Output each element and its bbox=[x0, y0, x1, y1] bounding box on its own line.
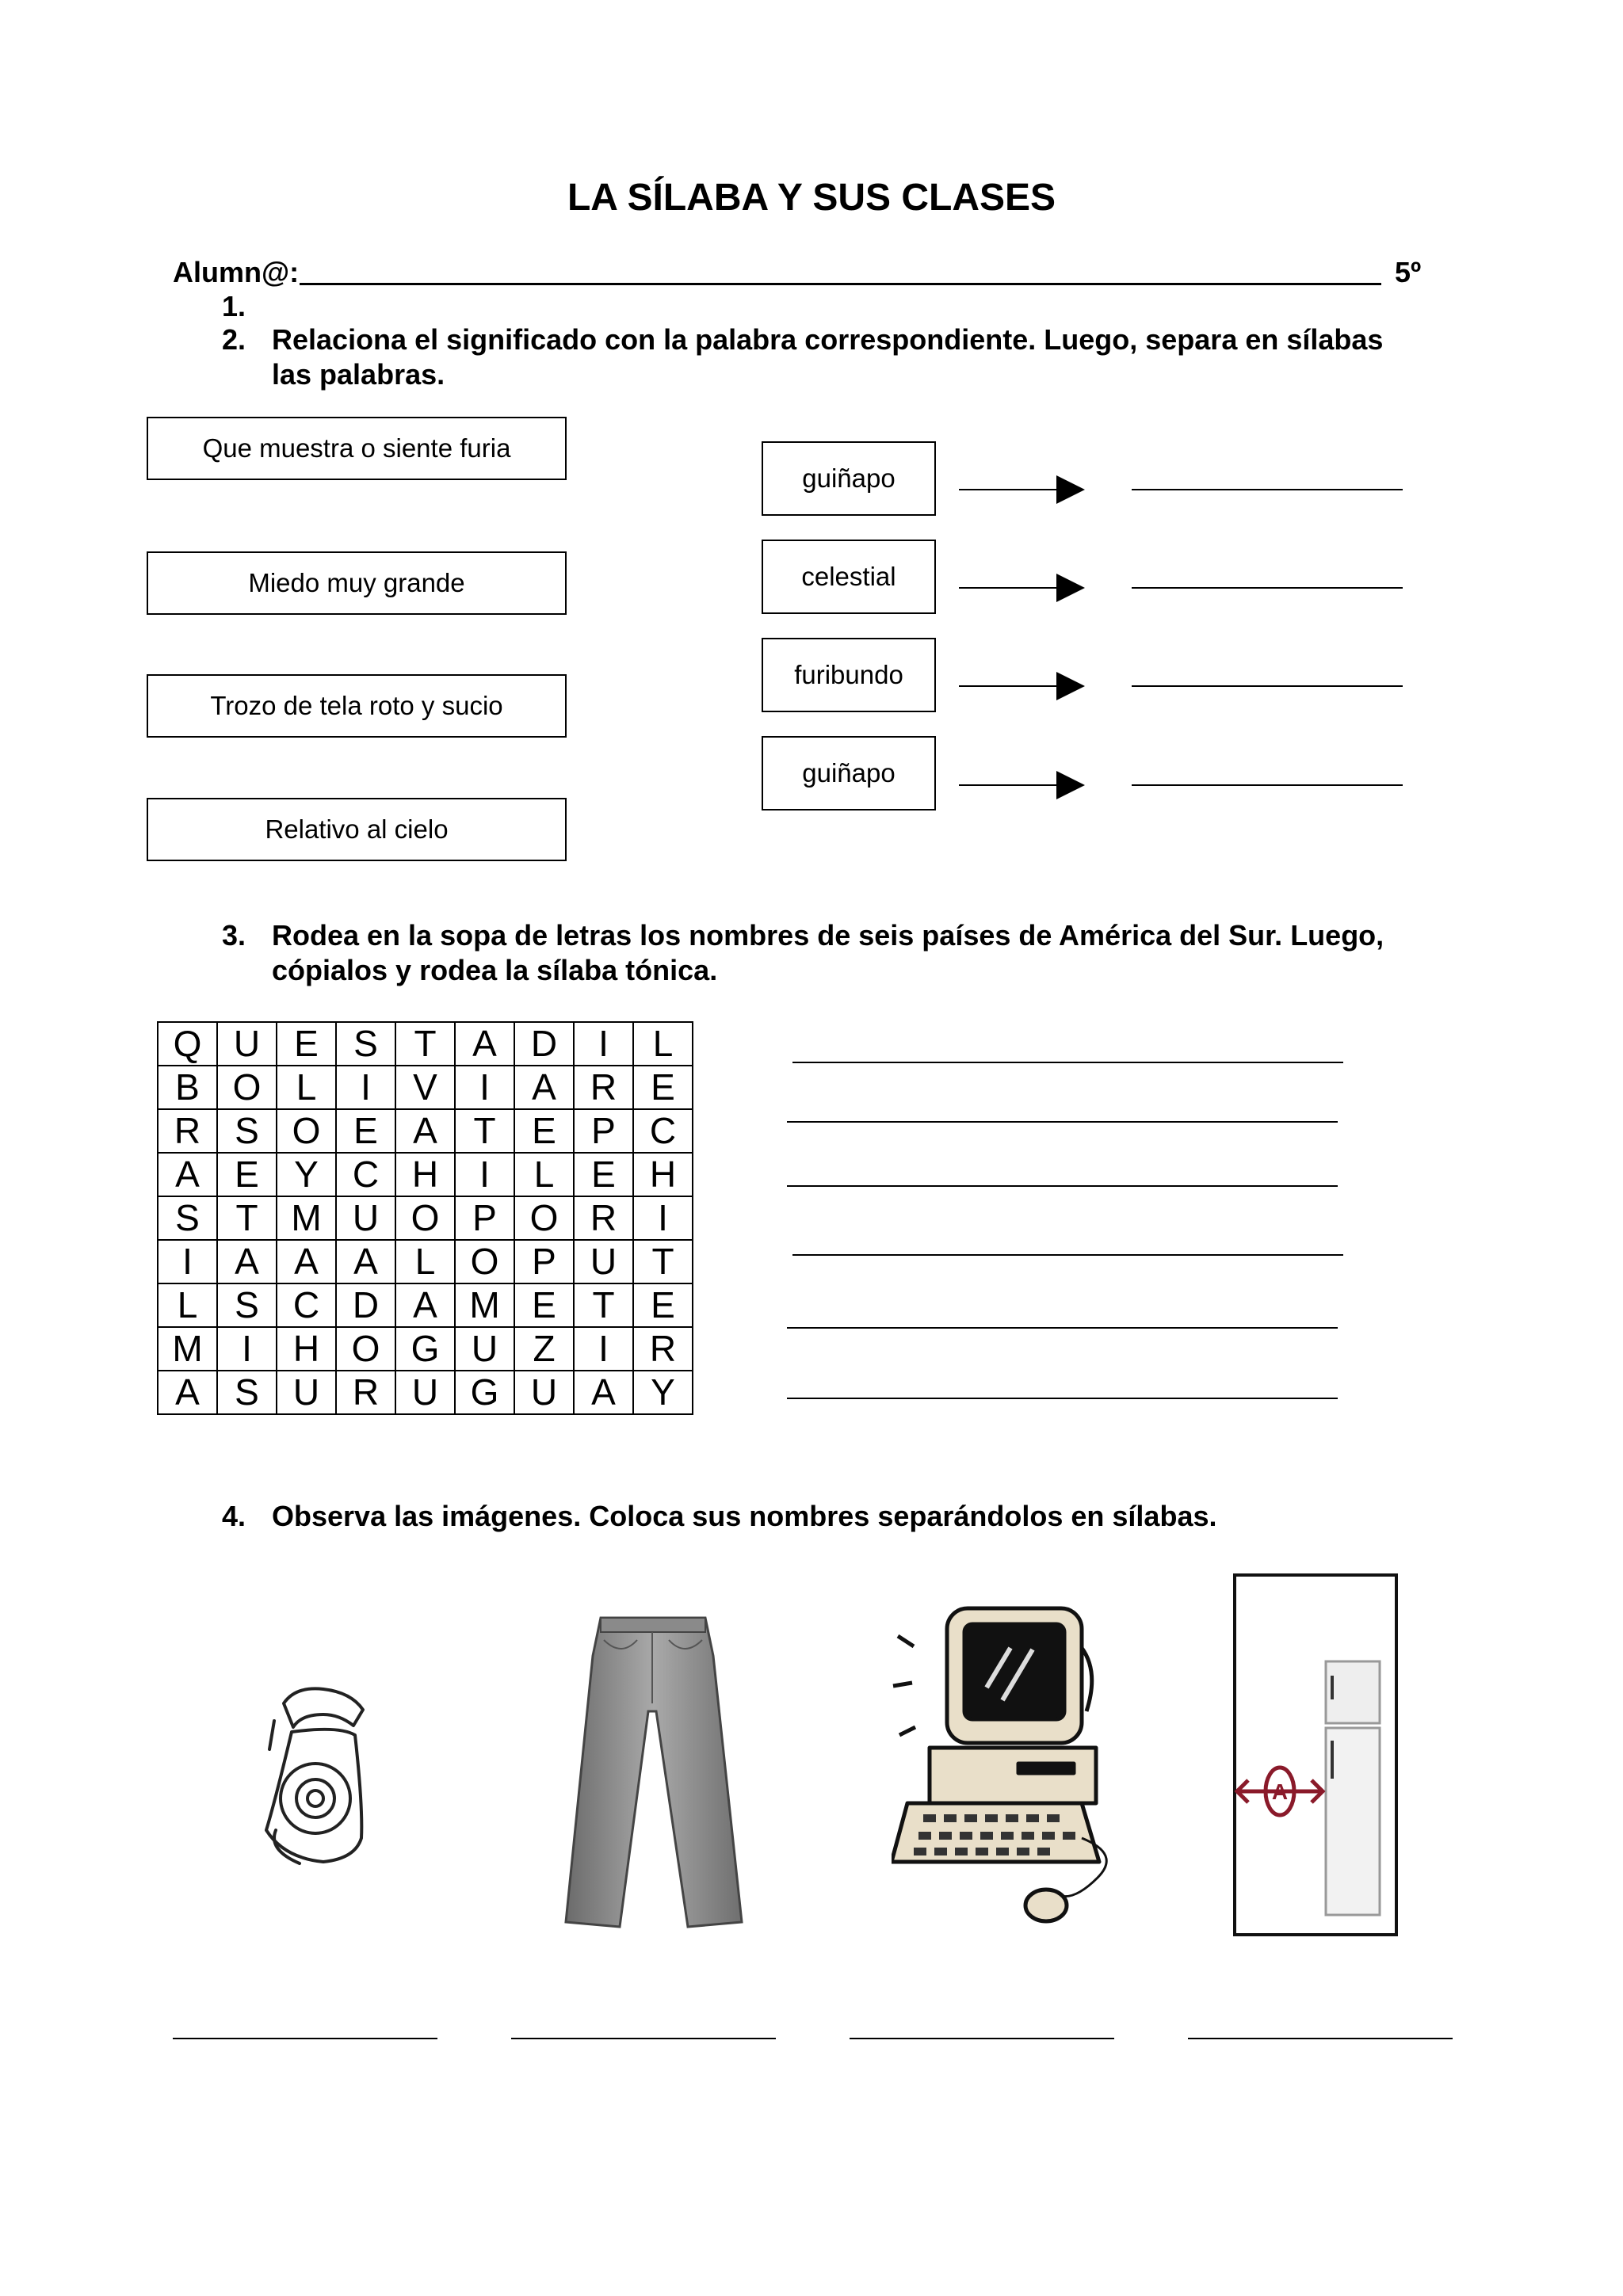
grid-row bbox=[158, 1240, 693, 1283]
grid-row bbox=[158, 1153, 693, 1196]
grid-row bbox=[158, 1022, 693, 1066]
grid-cell[interactable]: L bbox=[633, 1022, 693, 1066]
definition-box: Trozo de tela roto y sucio bbox=[147, 674, 567, 738]
definition-box: Relativo al cielo bbox=[147, 798, 567, 861]
q2-instruction-line1: Relaciona el significado con la palabra correspondiente. Luego, separa en sílabas bbox=[272, 323, 1384, 356]
grid-cell[interactable]: U bbox=[455, 1327, 514, 1371]
grid-cell[interactable]: T bbox=[633, 1240, 693, 1283]
word-box: guiñapo bbox=[762, 441, 936, 516]
grid-cell[interactable]: L bbox=[158, 1283, 217, 1327]
grid-cell[interactable]: I bbox=[455, 1066, 514, 1109]
grid-cell[interactable]: C bbox=[336, 1153, 395, 1196]
country-answer-line[interactable] bbox=[787, 1121, 1338, 1123]
grid-cell[interactable]: R bbox=[336, 1371, 395, 1414]
grid-cell[interactable]: A bbox=[158, 1371, 217, 1414]
grid-cell[interactable]: T bbox=[217, 1196, 277, 1240]
q3-instruction-line2: cópialos y rodea la sílaba tónica. bbox=[272, 954, 718, 986]
grid-cell[interactable]: A bbox=[217, 1240, 277, 1283]
arrow-shaft bbox=[959, 587, 1058, 589]
grid-cell[interactable]: I bbox=[217, 1327, 277, 1371]
grid-cell[interactable]: R bbox=[633, 1327, 693, 1371]
grid-cell[interactable]: O bbox=[217, 1066, 277, 1109]
grid-cell[interactable]: A bbox=[277, 1240, 336, 1283]
syllable-answer-line[interactable] bbox=[1132, 784, 1403, 786]
grid-cell[interactable]: M bbox=[455, 1283, 514, 1327]
country-answer-line[interactable] bbox=[787, 1398, 1338, 1399]
arrow-shaft bbox=[959, 685, 1058, 687]
syllable-answer-line[interactable] bbox=[1132, 587, 1403, 589]
svg-text:A: A bbox=[1271, 1779, 1289, 1804]
grid-cell[interactable]: M bbox=[158, 1327, 217, 1371]
computer-icon bbox=[892, 1600, 1121, 1941]
jeans-icon bbox=[555, 1608, 753, 1933]
grid-cell[interactable]: E bbox=[633, 1283, 693, 1327]
grid-cell[interactable]: L bbox=[514, 1153, 574, 1196]
image-answer-line[interactable] bbox=[850, 2038, 1114, 2039]
grid-cell[interactable]: A bbox=[395, 1109, 455, 1153]
grid-cell[interactable]: B bbox=[158, 1066, 217, 1109]
grid-cell[interactable]: S bbox=[217, 1371, 277, 1414]
syllable-answer-line[interactable] bbox=[1132, 685, 1403, 687]
grid-cell[interactable]: I bbox=[455, 1153, 514, 1196]
grid-cell[interactable]: P bbox=[514, 1240, 574, 1283]
refrigerator-icon bbox=[1232, 1573, 1399, 1937]
grid-cell[interactable]: U bbox=[514, 1371, 574, 1414]
grid-cell[interactable]: G bbox=[395, 1327, 455, 1371]
grid-row bbox=[158, 1066, 693, 1109]
grid-cell[interactable]: G bbox=[455, 1371, 514, 1414]
q2-instruction-line2: las palabras. bbox=[272, 358, 445, 391]
image-answer-line[interactable] bbox=[511, 2038, 776, 2039]
grid-row bbox=[158, 1327, 693, 1371]
grid-cell[interactable]: H bbox=[633, 1153, 693, 1196]
word-box: guiñapo bbox=[762, 736, 936, 810]
grid-cell[interactable]: A bbox=[514, 1066, 574, 1109]
grid-cell[interactable]: O bbox=[455, 1240, 514, 1283]
arrow-right-icon bbox=[1056, 672, 1085, 700]
grid-cell[interactable]: A bbox=[158, 1153, 217, 1196]
grid-row bbox=[158, 1283, 693, 1327]
grid-cell[interactable]: T bbox=[455, 1109, 514, 1153]
word-search-grid bbox=[157, 1021, 693, 1415]
telephone-icon bbox=[252, 1680, 379, 1870]
grid-cell[interactable]: H bbox=[277, 1327, 336, 1371]
page-title: LA SÍLABA Y SUS CLASES bbox=[567, 177, 1056, 219]
grid-cell[interactable]: S bbox=[158, 1196, 217, 1240]
grid-cell[interactable]: O bbox=[277, 1109, 336, 1153]
grid-cell[interactable]: O bbox=[336, 1327, 395, 1371]
country-answer-line[interactable] bbox=[787, 1185, 1338, 1187]
grid-cell[interactable]: T bbox=[395, 1022, 455, 1066]
grid-cell[interactable]: U bbox=[574, 1240, 633, 1283]
grid-cell[interactable]: Z bbox=[514, 1327, 574, 1371]
grid-cell[interactable]: U bbox=[217, 1022, 277, 1066]
grid-cell[interactable]: H bbox=[395, 1153, 455, 1196]
country-answer-line[interactable] bbox=[792, 1254, 1343, 1256]
arrow-shaft bbox=[959, 489, 1058, 490]
grid-cell[interactable]: O bbox=[395, 1196, 455, 1240]
arrow-right-icon bbox=[1056, 574, 1085, 602]
syllable-answer-line[interactable] bbox=[1132, 489, 1403, 490]
q3-number: 3. bbox=[222, 919, 246, 952]
grid-cell[interactable]: A bbox=[336, 1240, 395, 1283]
grid-cell[interactable]: U bbox=[336, 1196, 395, 1240]
grid-cell[interactable]: I bbox=[158, 1240, 217, 1283]
country-answer-line[interactable] bbox=[792, 1062, 1343, 1063]
arrow-right-icon bbox=[1056, 475, 1085, 504]
q3-instruction-line1: Rodea en la sopa de letras los nombres de seis países de América del Sur. Luego, bbox=[272, 919, 1384, 952]
grid-cell[interactable]: L bbox=[277, 1066, 336, 1109]
definition-box: Que muestra o siente furia bbox=[147, 417, 567, 480]
grid-cell[interactable]: E bbox=[514, 1109, 574, 1153]
grid-cell[interactable]: C bbox=[633, 1109, 693, 1153]
grid-cell[interactable]: A bbox=[395, 1283, 455, 1327]
student-label: Alumn@: bbox=[173, 256, 300, 288]
grid-cell[interactable]: E bbox=[217, 1153, 277, 1196]
q4-number: 4. bbox=[222, 1500, 246, 1532]
grid-cell[interactable]: S bbox=[217, 1283, 277, 1327]
grid-cell[interactable]: R bbox=[574, 1196, 633, 1240]
grid-cell[interactable]: E bbox=[514, 1283, 574, 1327]
grid-cell[interactable]: R bbox=[158, 1109, 217, 1153]
image-answer-line[interactable] bbox=[173, 2038, 437, 2039]
grid-row bbox=[158, 1109, 693, 1153]
grid-cell[interactable]: R bbox=[574, 1066, 633, 1109]
grade-label: 5º bbox=[1395, 256, 1422, 288]
grid-cell[interactable]: S bbox=[217, 1109, 277, 1153]
q2-number: 2. bbox=[222, 323, 246, 356]
country-answer-line[interactable] bbox=[787, 1327, 1338, 1329]
grid-cell[interactable]: P bbox=[574, 1109, 633, 1153]
grid-cell[interactable]: U bbox=[277, 1371, 336, 1414]
grid-cell[interactable]: E bbox=[574, 1153, 633, 1196]
arrow-shaft bbox=[959, 784, 1058, 786]
grid-cell[interactable]: D bbox=[336, 1283, 395, 1327]
grid-cell[interactable]: I bbox=[574, 1327, 633, 1371]
grid-cell[interactable]: P bbox=[455, 1196, 514, 1240]
student-name-field[interactable] bbox=[300, 283, 1381, 285]
word-box: furibundo bbox=[762, 638, 936, 712]
arrow-right-icon bbox=[1056, 771, 1085, 799]
grid-cell[interactable]: E bbox=[633, 1066, 693, 1109]
definition-box: Miedo muy grande bbox=[147, 551, 567, 615]
grid-cell[interactable]: Q bbox=[158, 1022, 217, 1066]
grid-row bbox=[158, 1371, 693, 1414]
grid-cell[interactable]: E bbox=[277, 1022, 336, 1066]
grid-cell[interactable]: I bbox=[574, 1022, 633, 1066]
grid-cell[interactable]: Y bbox=[633, 1371, 693, 1414]
image-answer-line[interactable] bbox=[1188, 2038, 1453, 2039]
grid-cell[interactable]: I bbox=[336, 1066, 395, 1109]
grid-cell[interactable]: L bbox=[395, 1240, 455, 1283]
grid-cell[interactable]: C bbox=[277, 1283, 336, 1327]
grid-cell[interactable]: A bbox=[574, 1371, 633, 1414]
grid-row bbox=[158, 1196, 693, 1240]
grid-cell[interactable]: U bbox=[395, 1371, 455, 1414]
grid-cell[interactable]: V bbox=[395, 1066, 455, 1109]
grid-cell[interactable]: M bbox=[277, 1196, 336, 1240]
grid-cell[interactable]: I bbox=[633, 1196, 693, 1240]
grid-cell[interactable]: A bbox=[455, 1022, 514, 1066]
word-box: celestial bbox=[762, 540, 936, 614]
grid-cell[interactable]: E bbox=[336, 1109, 395, 1153]
grid-cell[interactable]: Y bbox=[277, 1153, 336, 1196]
grid-cell[interactable]: T bbox=[574, 1283, 633, 1327]
q1-number: 1. bbox=[222, 290, 246, 322]
grid-cell[interactable]: S bbox=[336, 1022, 395, 1066]
grid-cell[interactable]: D bbox=[514, 1022, 574, 1066]
grid-cell[interactable]: O bbox=[514, 1196, 574, 1240]
q4-instruction: Observa las imágenes. Coloca sus nombres separándolos en sílabas. bbox=[272, 1500, 1217, 1532]
